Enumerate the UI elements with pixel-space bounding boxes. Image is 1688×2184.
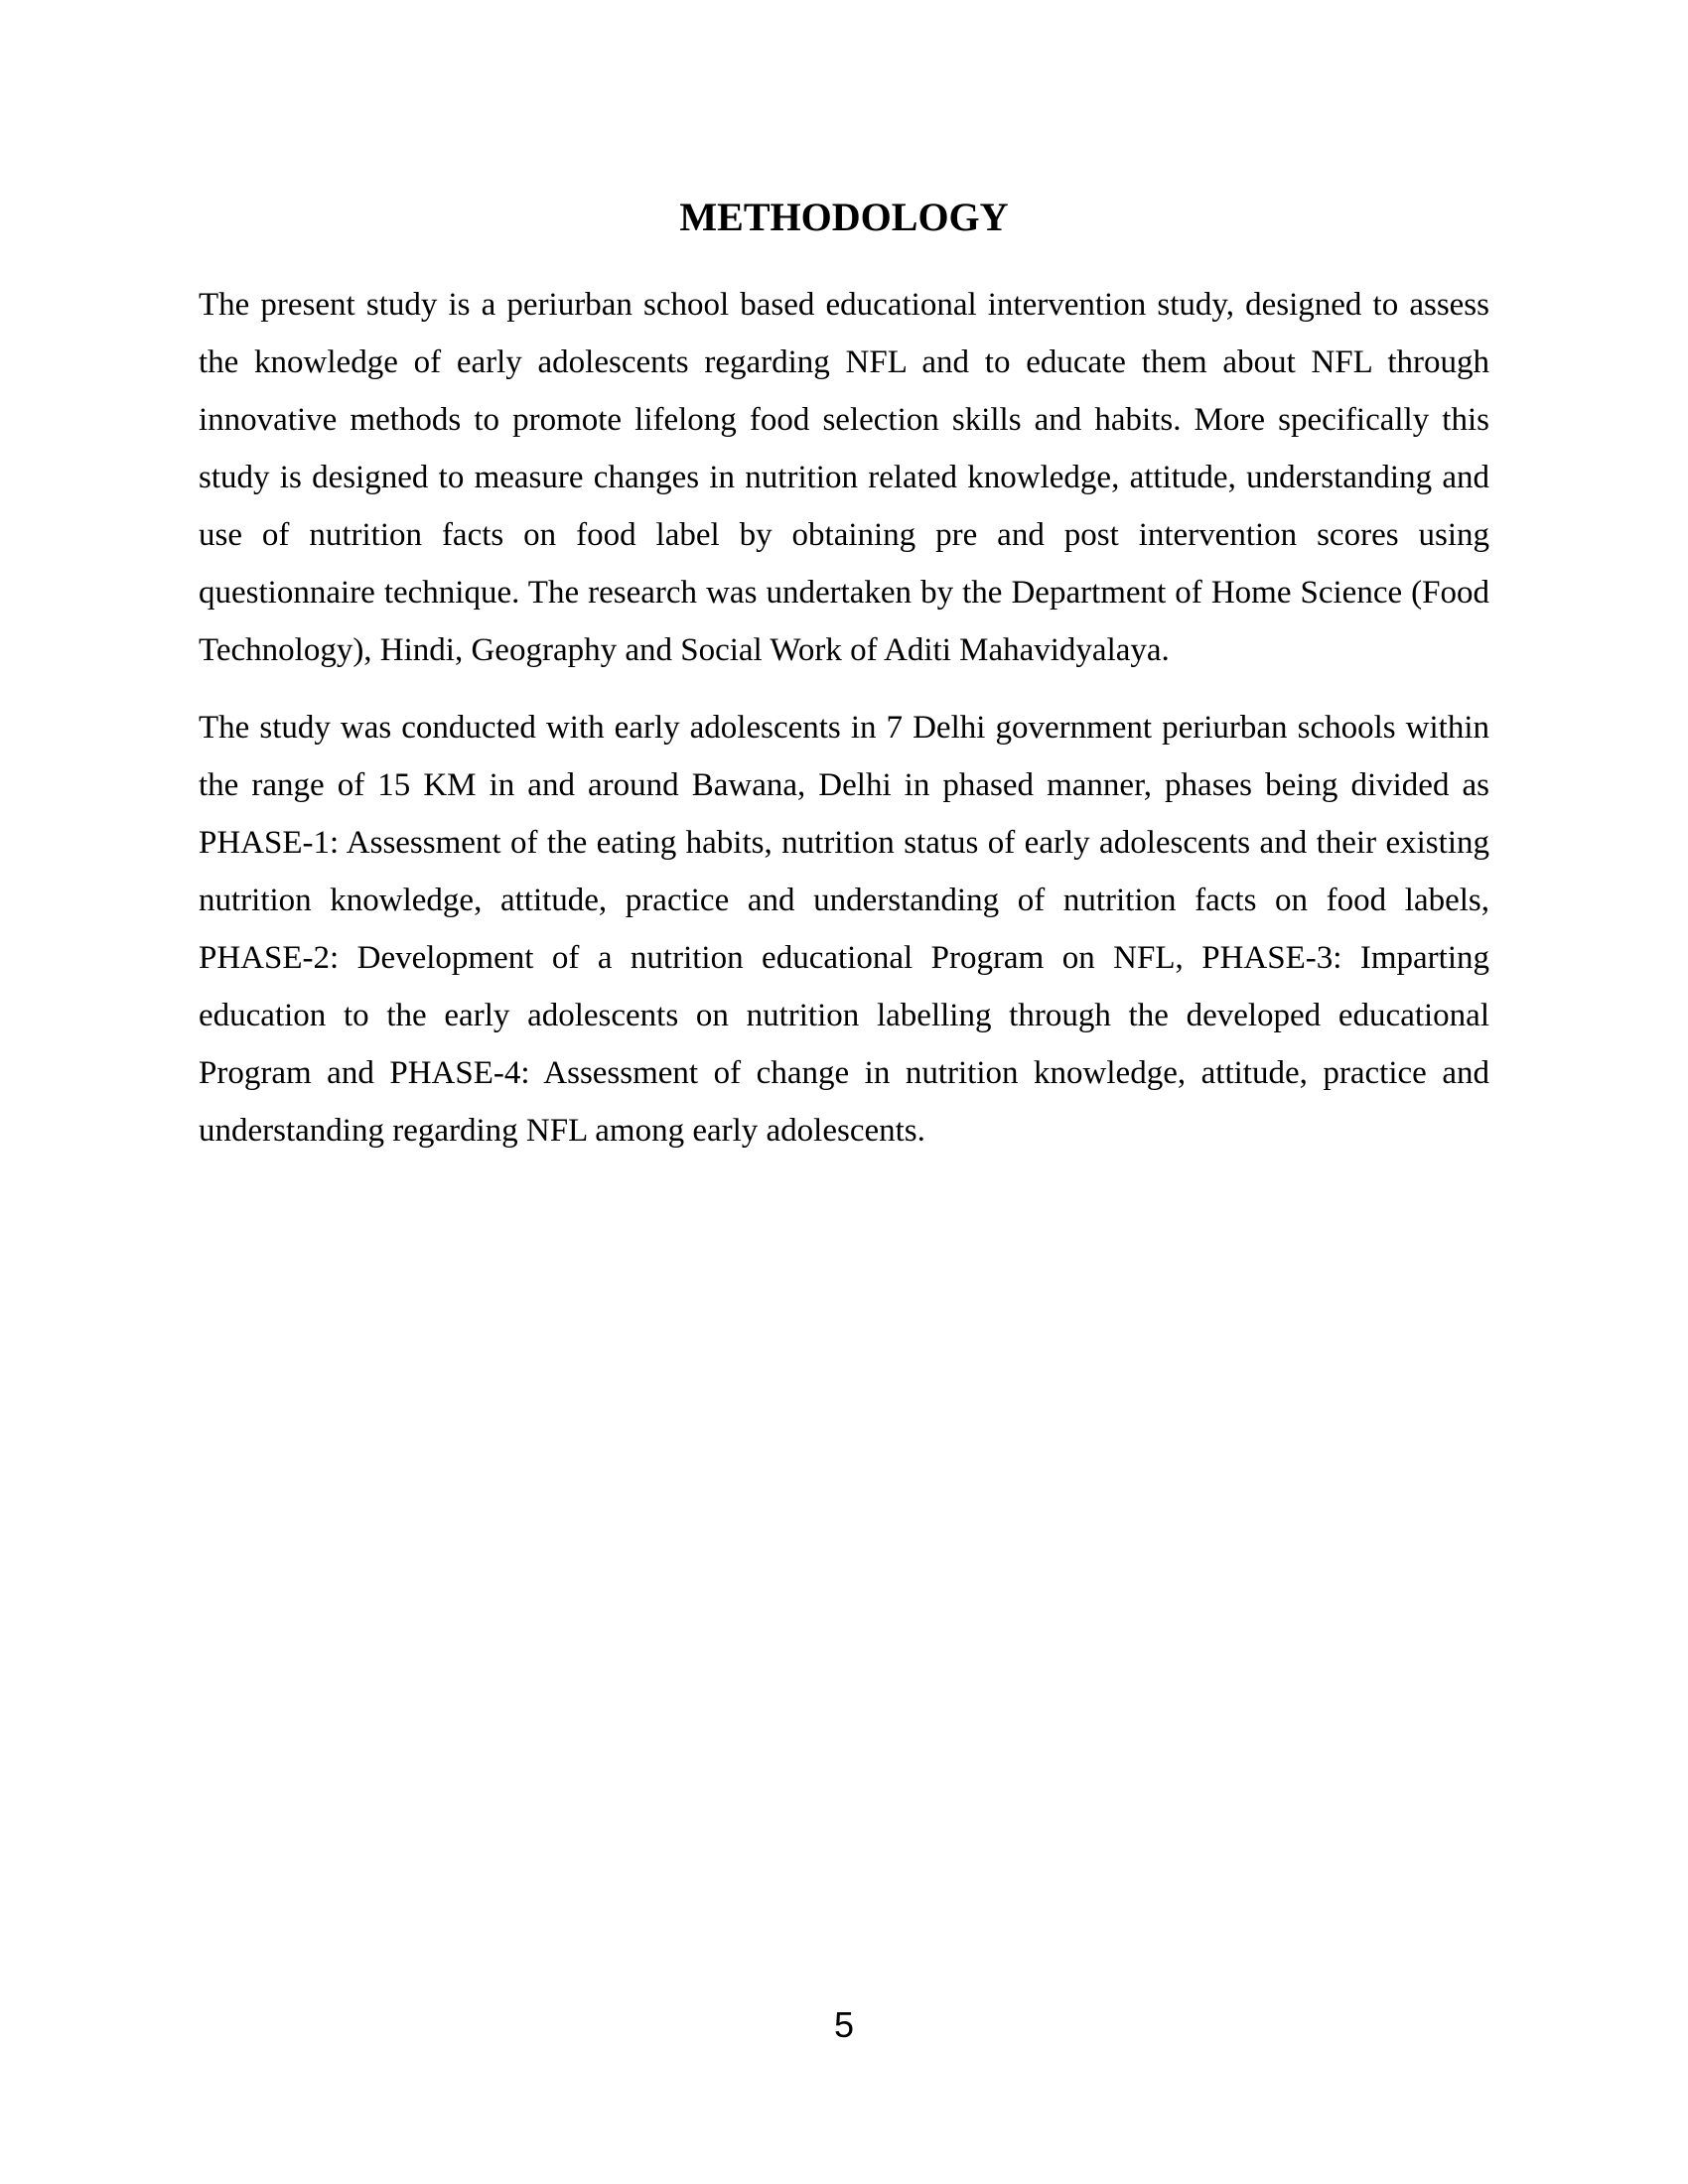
body-paragraph-1: The present study is a periurban school based educational intervention study, designed to assess the knowledge of early adolescents regarding NFL and to educate them about NFL through innovative methods to promote lifelong food selection skills and habits. More specifically this study is designed to measure changes in nutrition related knowledge, attitude, understanding and use of nutrition facts on food label by obtaining pre and post intervention scores using questionnaire technique. The research was undertaken by the Department of Home Science (Food Technology), Hindi, Geography and Social Work of Aditi Mahavidyalaya. <box>199 287 1489 668</box>
page-number: 5 <box>833 2004 855 2045</box>
body-paragraph-2: The study was conducted with early adolescents in 7 Delhi government periurban schools within the range of 15 KM in and around Bawana, Delhi in phased manner, phases being divided as PHASE-1: Assessment of the eating habits, nutrition status of early adolescents and their existing nutrition knowledge, attitude, practice and understanding of nutrition facts on food labels, PHASE-2: Development of a nutrition educational Program on NFL, PHASE-3: Imparting education to the early adolescents on nutrition labelling through the developed educational Program and PHASE-4: Assessment of change in nutrition knowledge, attitude, practice and understanding regarding NFL among early adolescents. <box>199 710 1489 1149</box>
text-block <box>199 195 1489 1179</box>
page-title: METHODOLOGY <box>679 195 1009 239</box>
